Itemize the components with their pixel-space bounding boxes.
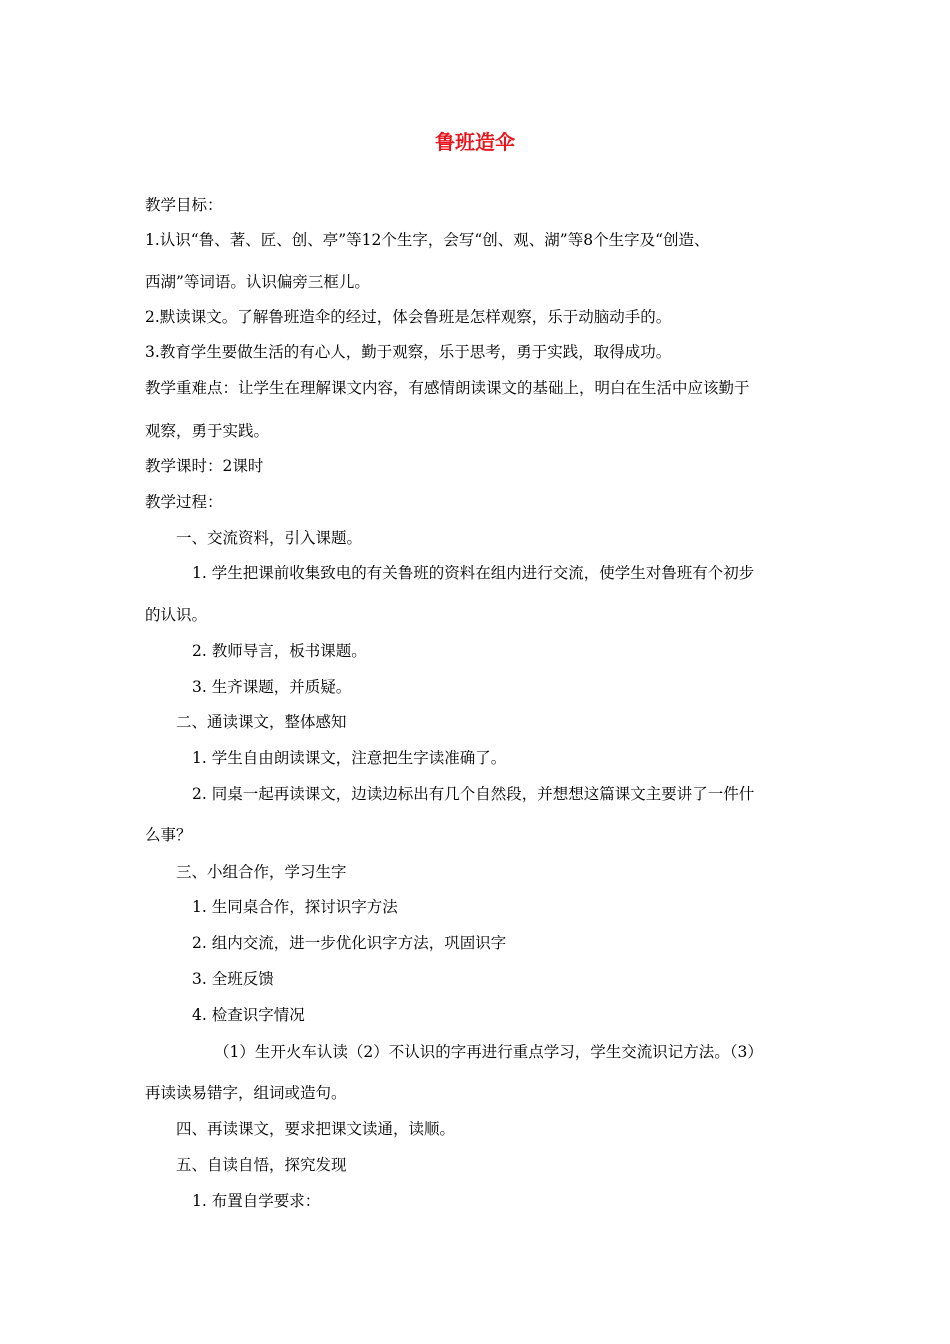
section-1-item-3: 3. 生齐课题，并质疑。 (192, 678, 352, 696)
section-1-heading: 一、交流资料，引入课题。 (176, 529, 363, 547)
section-3-item-4: 4. 检查识字情况 (192, 1006, 305, 1024)
objective-1-line-1: 1.认识“鲁、著、匠、创、亭”等12个生字，会写“创、观、湖”等8个生字及“创造、 (145, 231, 710, 249)
section-2-heading: 二、通读课文，整体感知 (176, 713, 347, 731)
objective-3: 3.教育学生要做生活的有心人，勤于观察，乐于思考，勇于实践，取得成功。 (145, 343, 672, 361)
section-3-subitems-line-2: 再读读易错字，组词或造句。 (145, 1084, 347, 1102)
section-3-heading: 三、小组合作，学习生字 (176, 863, 347, 881)
section-1-item-2: 2. 教师导言，板书课题。 (192, 642, 367, 660)
class-hours: 教学课时：2课时 (145, 457, 264, 475)
document-title: 鲁班造伞 (435, 130, 515, 154)
section-1-item-1-line-2: 的认识。 (145, 606, 208, 624)
process-heading: 教学过程： (145, 493, 223, 511)
section-2-item-2-line-1: 2. 同桌一起再读课文，边读边标出有几个自然段，并想想这篇课文主要讲了一件什 (192, 785, 755, 803)
section-1-item-1-line-1: 1. 学生把课前收集致电的有关鲁班的资料在组内进行交流，使学生对鲁班有个初步 (192, 564, 755, 582)
section-5-heading: 五、自读自悟，探究发现 (176, 1156, 347, 1174)
section-3-item-3: 3. 全班反馈 (192, 970, 274, 988)
objectives-heading: 教学目标： (145, 196, 223, 214)
key-points-line-2: 观察，勇于实践。 (145, 422, 270, 440)
section-3-subitems-line-1: （1）生开火车认读（2）不认识的字再进行重点学习，学生交流识记方法。（3） (214, 1043, 763, 1061)
section-3-item-1: 1. 生同桌合作，探讨识字方法 (192, 898, 398, 916)
section-2-item-2-line-2: 么事？ (145, 826, 192, 844)
objective-1-line-2: 西湖”等词语。认识偏旁三框儿。 (145, 273, 370, 291)
section-5-item-1: 1. 布置自学要求： (192, 1192, 321, 1210)
key-points-line-1: 教学重难点：让学生在理解课文内容，有感情朗读课文的基础上，明白在生活中应该勤于 (145, 379, 750, 397)
section-3-item-2: 2. 组内交流，进一步优化识字方法，巩固识字 (192, 934, 507, 952)
section-2-item-1: 1. 学生自由朗读课文，注意把生字读准确了。 (192, 749, 507, 767)
section-4-heading: 四、再读课文，要求把课文读通，读顺。 (176, 1120, 456, 1138)
objective-2: 2.默读课文。了解鲁班造伞的经过，体会鲁班是怎样观察，乐于动脑动手的。 (145, 308, 672, 326)
